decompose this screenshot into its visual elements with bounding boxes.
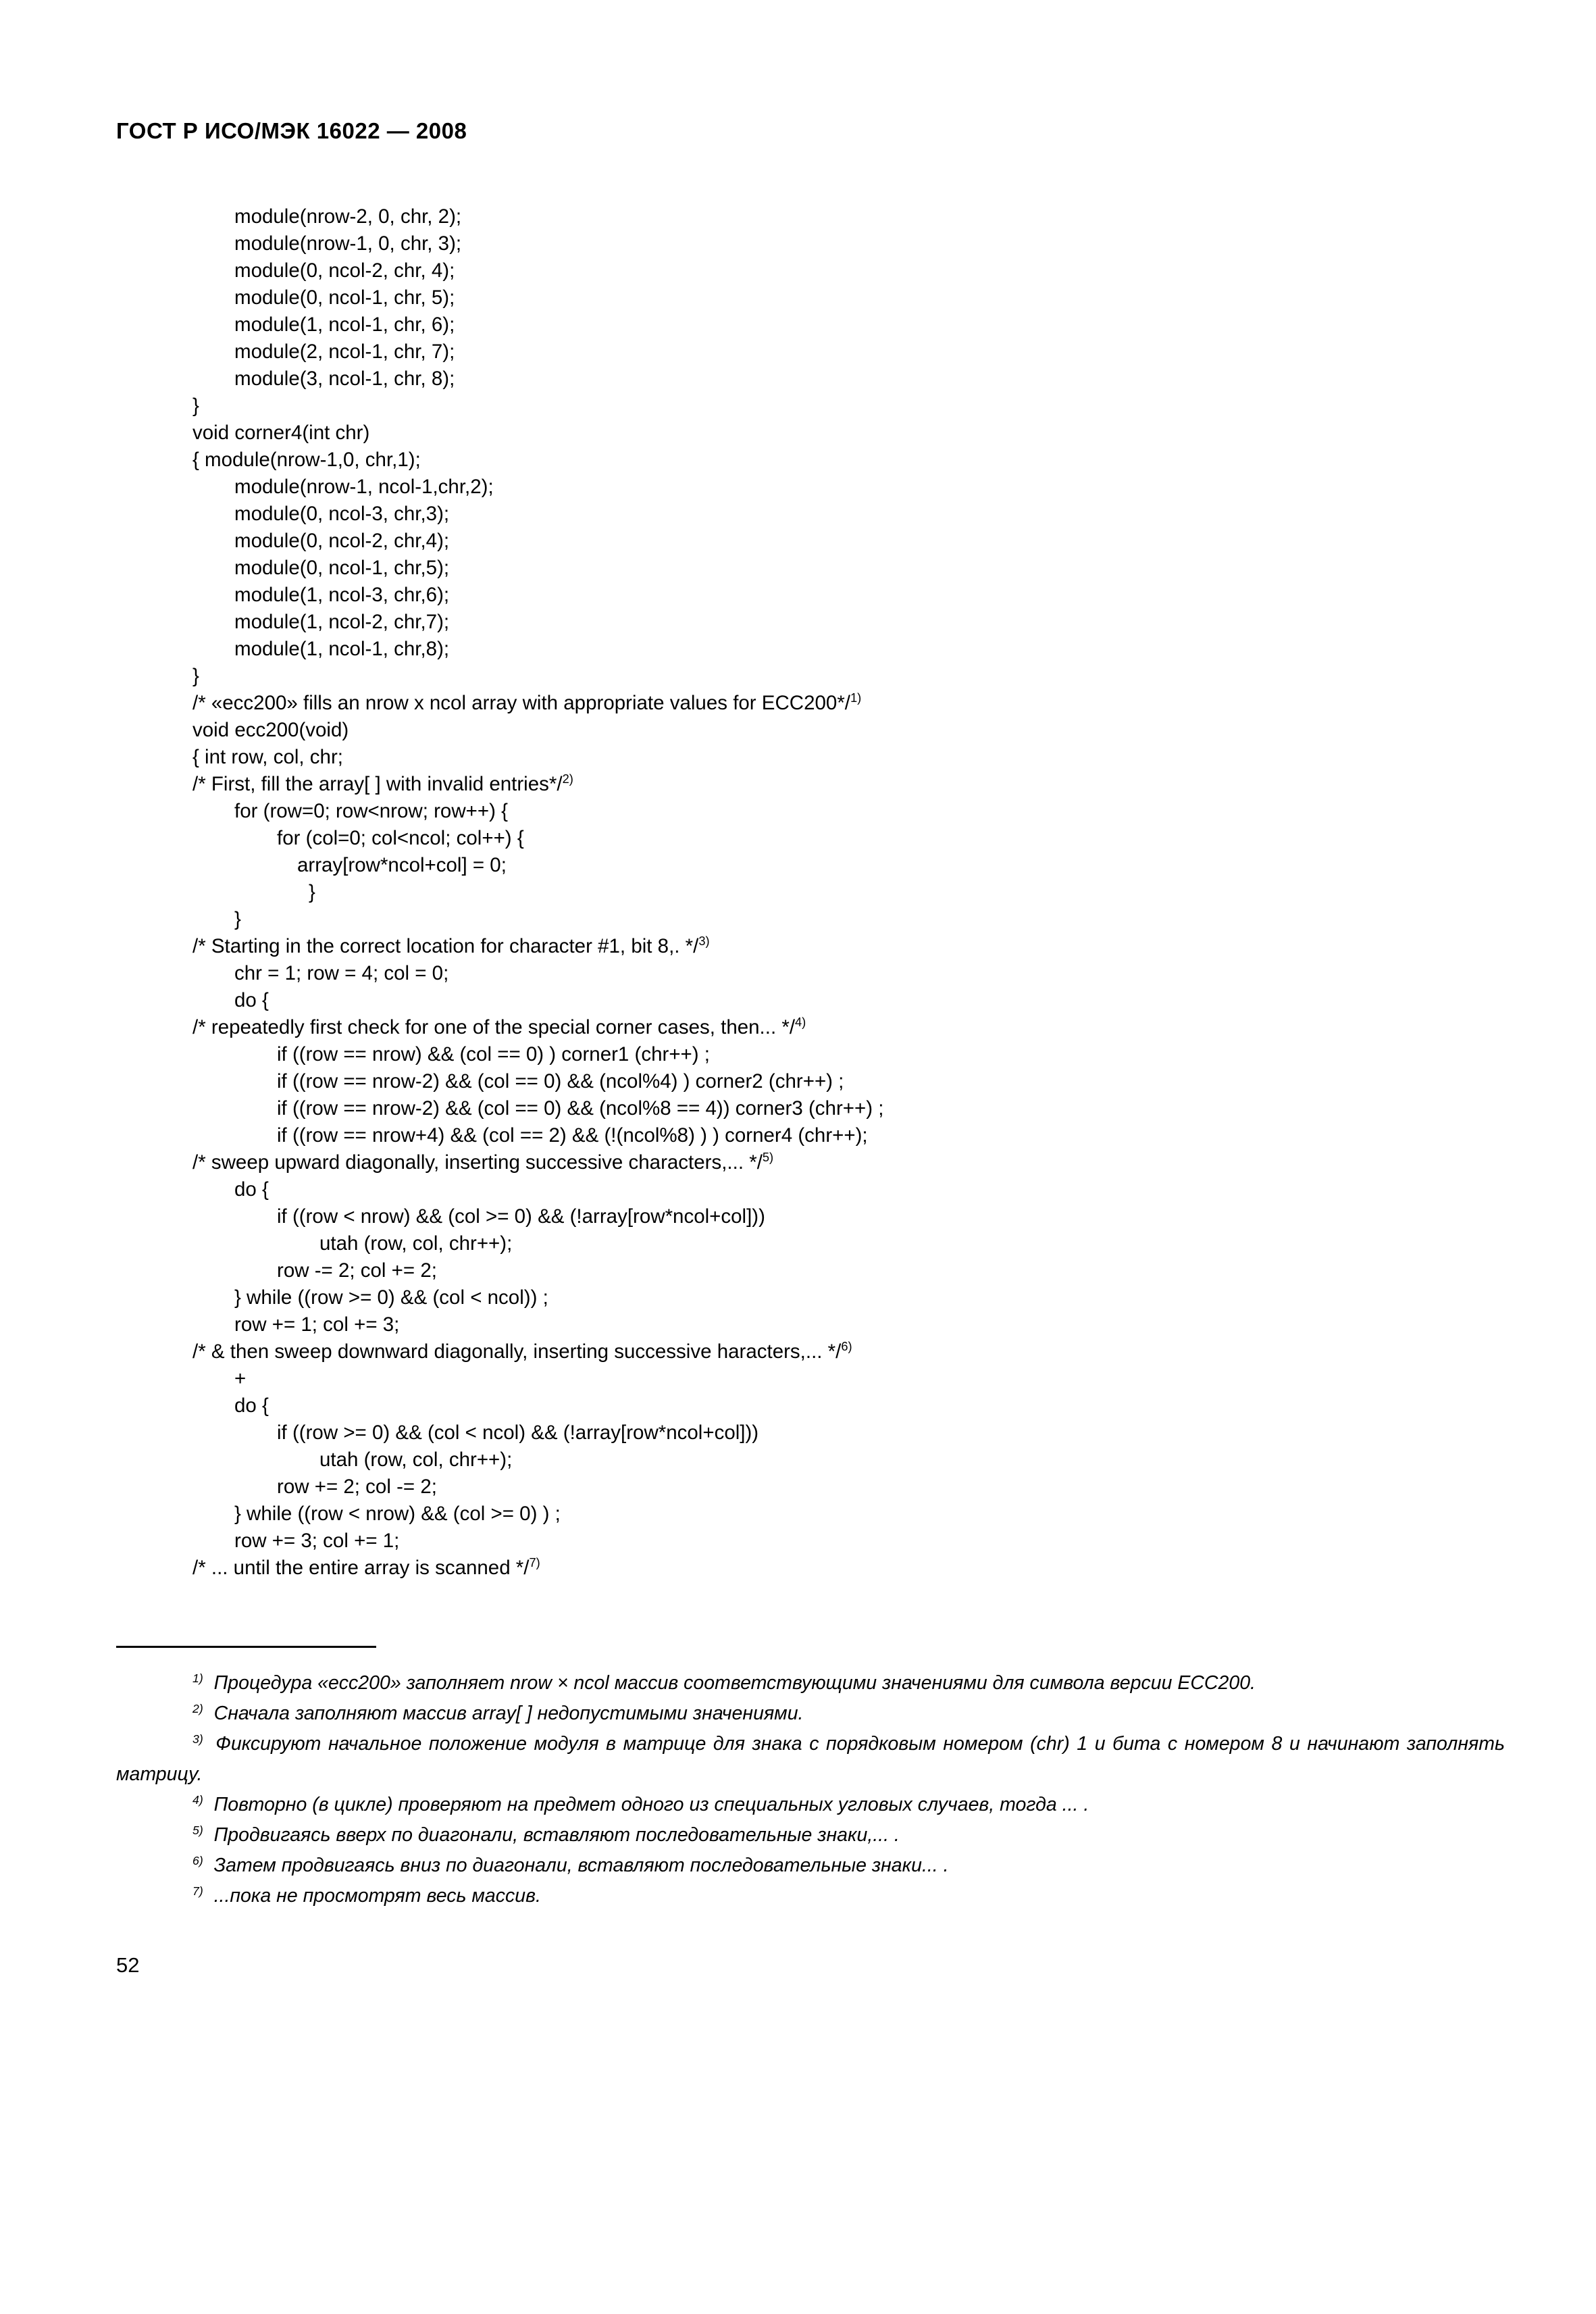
code-line [192,879,1505,906]
code-text: } [309,881,315,903]
code-text: if ((row == nrow+4) && (col == 2) && (!(ncol%8) ) ) corner4 (chr++); [277,1124,868,1147]
footnote-text: ...пока не просмотрят весь массив. [208,1885,541,1907]
footnote-number: 6) [192,1853,203,1867]
footnote-number: 4) [192,1792,203,1807]
footnote-text: Повторно (в цикле) проверяют на предмет одного из специальных угловых случаев, тогда ... . [208,1794,1089,1815]
footnote-reference: 6) [841,1339,852,1354]
footnote-reference: 4) [795,1015,806,1030]
footnote-text: Продвигаясь вверх по диагонали, вставляют последовательные знаки,... . [208,1824,900,1846]
footnote-reference: 2) [562,772,573,786]
code-text: } [234,908,241,930]
code-text: if ((row == nrow-2) && (col == 0) && (ncol%8 == 4)) corner3 (chr++) ; [277,1097,884,1120]
footnote-text: Процедура «ecc200» заполняет nrow × ncol массив соответствующими значениями для символа версии ECC200. [208,1672,1256,1694]
code-line [192,501,1505,528]
code-text: module(3, ncol-1, chr, 8); [234,368,455,390]
code-text: /* «ecc200» fills an nrow x ncol array with appropriate values for ECC200*/ [192,692,850,714]
page-number: 52 [116,1953,140,1977]
code-line [192,1474,1505,1501]
code-text: array[row*ncol+col] = 0; [297,854,507,876]
code-text: row -= 2; col += 2; [277,1259,437,1282]
footnote-reference: 5) [762,1150,774,1165]
footnote [116,1881,1505,1911]
code-line [192,690,1505,717]
code-line [192,447,1505,474]
code-line [192,311,1505,338]
code-text: /* & then sweep downward diagonally, inserting successive haracters,... */ [192,1340,842,1363]
code-text: { module(nrow-1,0, chr,1); [192,449,421,471]
code-text: /* sweep upward diagonally, inserting successive characters,... */ [192,1151,763,1174]
code-line [192,1447,1505,1474]
code-text: } while ((row < nrow) && (col >= 0) ) ; [234,1503,561,1525]
footnote [116,1851,1505,1881]
code-text: if ((row < nrow) && (col >= 0) && (!array[row*ncol+col])) [277,1205,765,1228]
code-text: do { [234,1394,269,1417]
code-line [192,393,1505,420]
code-text: + [234,1367,247,1390]
code-line [192,1014,1505,1041]
code-text: row += 3; col += 1; [234,1530,400,1552]
code-text: for (col=0; col<ncol; col++) { [277,827,524,849]
footnote [116,1729,1505,1790]
footnote-number: 3) [192,1732,203,1746]
code-line [192,366,1505,393]
code-text: /* repeatedly first check for one of the special corner cases, then... */ [192,1016,796,1038]
code-text: module(nrow-2, 0, chr, 2); [234,205,462,228]
code-text: module(nrow-1, 0, chr, 3); [234,232,462,255]
footnotes-section [116,1668,1505,1911]
code-text: do { [234,1178,269,1201]
code-line [192,420,1505,447]
code-line [192,474,1505,501]
code-text: module(1, ncol-1, chr,8); [234,638,450,660]
code-line [192,338,1505,366]
code-line [192,960,1505,987]
footnote-text: Сначала заполняют массив array[ ] недопустимыми значениями. [208,1703,804,1724]
code-text: module(2, ncol-1, chr, 7); [234,341,455,363]
code-line [192,1501,1505,1528]
code-text: { int row, col, chr; [192,746,343,768]
footnote [116,1820,1505,1851]
code-text: module(0, ncol-3, chr,3); [234,503,450,525]
footnote-number: 5) [192,1823,203,1837]
code-line [192,663,1505,690]
code-block [192,203,1505,1582]
code-text: module(0, ncol-2, chr,4); [234,530,450,552]
code-text: module(nrow-1, ncol-1,chr,2); [234,476,494,498]
code-text: module(0, ncol-2, chr, 4); [234,259,455,282]
code-text: } [192,395,199,417]
code-line [192,609,1505,636]
footnote-text: Затем продвигаясь вниз по диагонали, вставляют последовательные знаки... . [208,1855,949,1876]
code-text: utah (row, col, chr++); [319,1449,513,1471]
code-line [192,933,1505,960]
code-text: module(1, ncol-2, chr,7); [234,611,450,633]
code-line [192,1555,1505,1582]
code-line [192,1365,1505,1392]
footnote-number: 1) [192,1671,203,1685]
code-line [192,203,1505,230]
code-text: } while ((row >= 0) && (col < ncol)) ; [234,1286,548,1309]
code-text: utah (row, col, chr++); [319,1232,513,1255]
code-text: row += 1; col += 3; [234,1313,400,1336]
code-line [192,1284,1505,1311]
code-text: } [192,665,199,687]
code-line [192,1176,1505,1203]
code-line [192,717,1505,744]
footnote-separator [116,1646,376,1648]
code-text: /* ... until the entire array is scanned */ [192,1557,530,1579]
code-line [192,987,1505,1014]
code-line [192,555,1505,582]
code-text: do { [234,989,269,1011]
code-line [192,284,1505,311]
code-text: if ((row == nrow-2) && (col == 0) && (ncol%4) ) corner2 (chr++) ; [277,1070,844,1092]
code-text: module(1, ncol-1, chr, 6); [234,313,455,336]
footnote-number: 7) [192,1884,203,1898]
code-text: row += 2; col -= 2; [277,1476,437,1498]
code-text: if ((row >= 0) && (col < ncol) && (!array[row*ncol+col])) [277,1422,759,1444]
code-text: module(0, ncol-1, chr,5); [234,557,450,579]
code-line [192,906,1505,933]
code-text: if ((row == nrow) && (col == 0) ) corner1 (chr++) ; [277,1043,711,1065]
code-text: for (row=0; row<nrow; row++) { [234,800,508,822]
code-line [192,1257,1505,1284]
code-line [192,1203,1505,1230]
footnote-reference: 7) [529,1555,540,1570]
code-text: module(0, ncol-1, chr, 5); [234,286,455,309]
page-header: ГОСТ Р ИСО/МЭК 16022 — 2008 [116,118,467,143]
code-line [192,1230,1505,1257]
code-text: /* Starting in the correct location for character #1, bit 8,. */ [192,935,699,957]
code-line [192,1338,1505,1365]
code-line [192,1528,1505,1555]
code-line [192,798,1505,825]
code-text: void corner4(int chr) [192,422,370,444]
code-line [192,744,1505,771]
code-text: void ecc200(void) [192,719,349,741]
code-line [192,1068,1505,1095]
code-text: /* First, fill the array[ ] with invalid entries*/ [192,773,563,795]
footnote-number: 2) [192,1701,203,1715]
code-line [192,582,1505,609]
footnote-reference: 3) [698,934,710,949]
code-line [192,1095,1505,1122]
footnote [116,1790,1505,1820]
code-line [192,852,1505,879]
code-line [192,636,1505,663]
footnote [116,1668,1505,1699]
footnote-reference: 1) [850,690,862,705]
code-line [192,1041,1505,1068]
code-line [192,230,1505,257]
code-text: module(1, ncol-3, chr,6); [234,584,450,606]
code-line [192,1149,1505,1176]
code-line [192,1392,1505,1419]
code-line [192,1122,1505,1149]
footnote-text: Фиксируют начальное положение модуля в матрице для знака с порядковым номером (chr) 1 и бита с номером 8 и начинают заполнять матрицу. [116,1733,1505,1785]
footnote [116,1699,1505,1729]
code-text: chr = 1; row = 4; col = 0; [234,962,449,984]
code-line [192,1311,1505,1338]
code-line [192,528,1505,555]
code-line [192,771,1505,798]
code-line [192,1419,1505,1447]
code-line [192,257,1505,284]
code-line [192,825,1505,852]
